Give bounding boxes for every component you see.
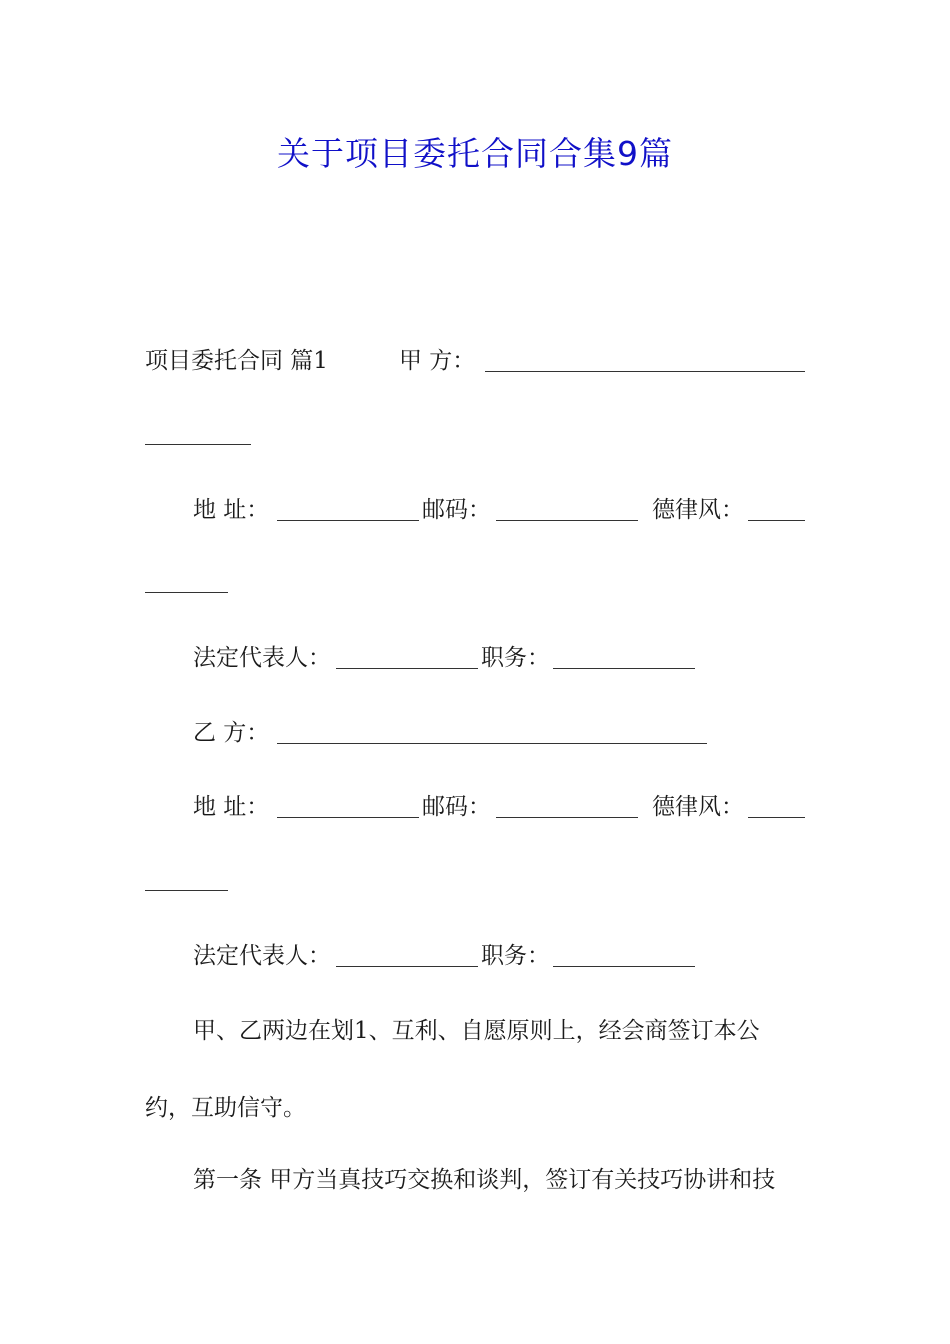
fax-blank <box>748 817 805 818</box>
fax-label: 德律风： <box>652 497 744 523</box>
position-label: 职务： <box>481 943 550 969</box>
paragraph-1-line-2-row <box>0 1088 950 1128</box>
party-b-address-row <box>0 787 950 827</box>
address-blank <box>277 520 419 521</box>
postcode-label: 邮码： <box>422 794 491 820</box>
party-b-fax-continuation <box>0 866 950 906</box>
legal-rep-blank <box>336 966 478 967</box>
fax-blank <box>748 520 805 521</box>
party-b-label: 乙 方： <box>193 720 270 746</box>
fax-blank-cont <box>145 890 228 891</box>
postcode-label: 邮码： <box>422 497 491 523</box>
address-label: 地 址： <box>193 794 270 820</box>
party-a-fax-continuation <box>0 568 950 608</box>
position-blank <box>553 668 695 669</box>
legal-rep-label: 法定代表人： <box>193 943 331 969</box>
paragraph-1-line-1: 甲、乙两边在划1、互利、自愿原则上，经会商签订本公 <box>193 1018 760 1044</box>
party-a-label: 甲 方： <box>399 348 476 374</box>
party-a-blank-cont <box>145 444 251 445</box>
party-a-blank <box>485 371 805 372</box>
postcode-blank <box>496 817 638 818</box>
address-blank <box>277 817 419 818</box>
position-blank <box>553 966 695 967</box>
paragraph-1-line-1-row <box>0 1011 950 1051</box>
party-a-address-row <box>0 490 950 530</box>
legal-rep-blank <box>336 668 478 669</box>
fax-blank-cont <box>145 592 228 593</box>
party-a-legal-rep-row <box>0 638 950 678</box>
party-b-legal-rep-row <box>0 936 950 976</box>
paragraph-2-line-1-row <box>0 1160 950 1200</box>
position-label: 职务： <box>481 645 550 671</box>
postcode-blank <box>496 520 638 521</box>
party-b-blank <box>277 743 707 744</box>
contract-heading: 项目委托合同 篇1 <box>145 348 328 374</box>
legal-rep-label: 法定代表人： <box>193 645 331 671</box>
party-a-continuation <box>0 420 950 460</box>
paragraph-1-line-2: 约，互助信守。 <box>145 1095 306 1121</box>
fax-label: 德律风： <box>652 794 744 820</box>
paragraph-2-line-1: 第一条 甲方当真技巧交换和谈判，签订有关技巧协讲和技 <box>193 1167 776 1193</box>
address-label: 地 址： <box>193 497 270 523</box>
heading-row <box>0 341 950 381</box>
document-title: 关于项目委托合同合集9篇 <box>277 134 673 173</box>
party-b-row <box>0 713 950 753</box>
